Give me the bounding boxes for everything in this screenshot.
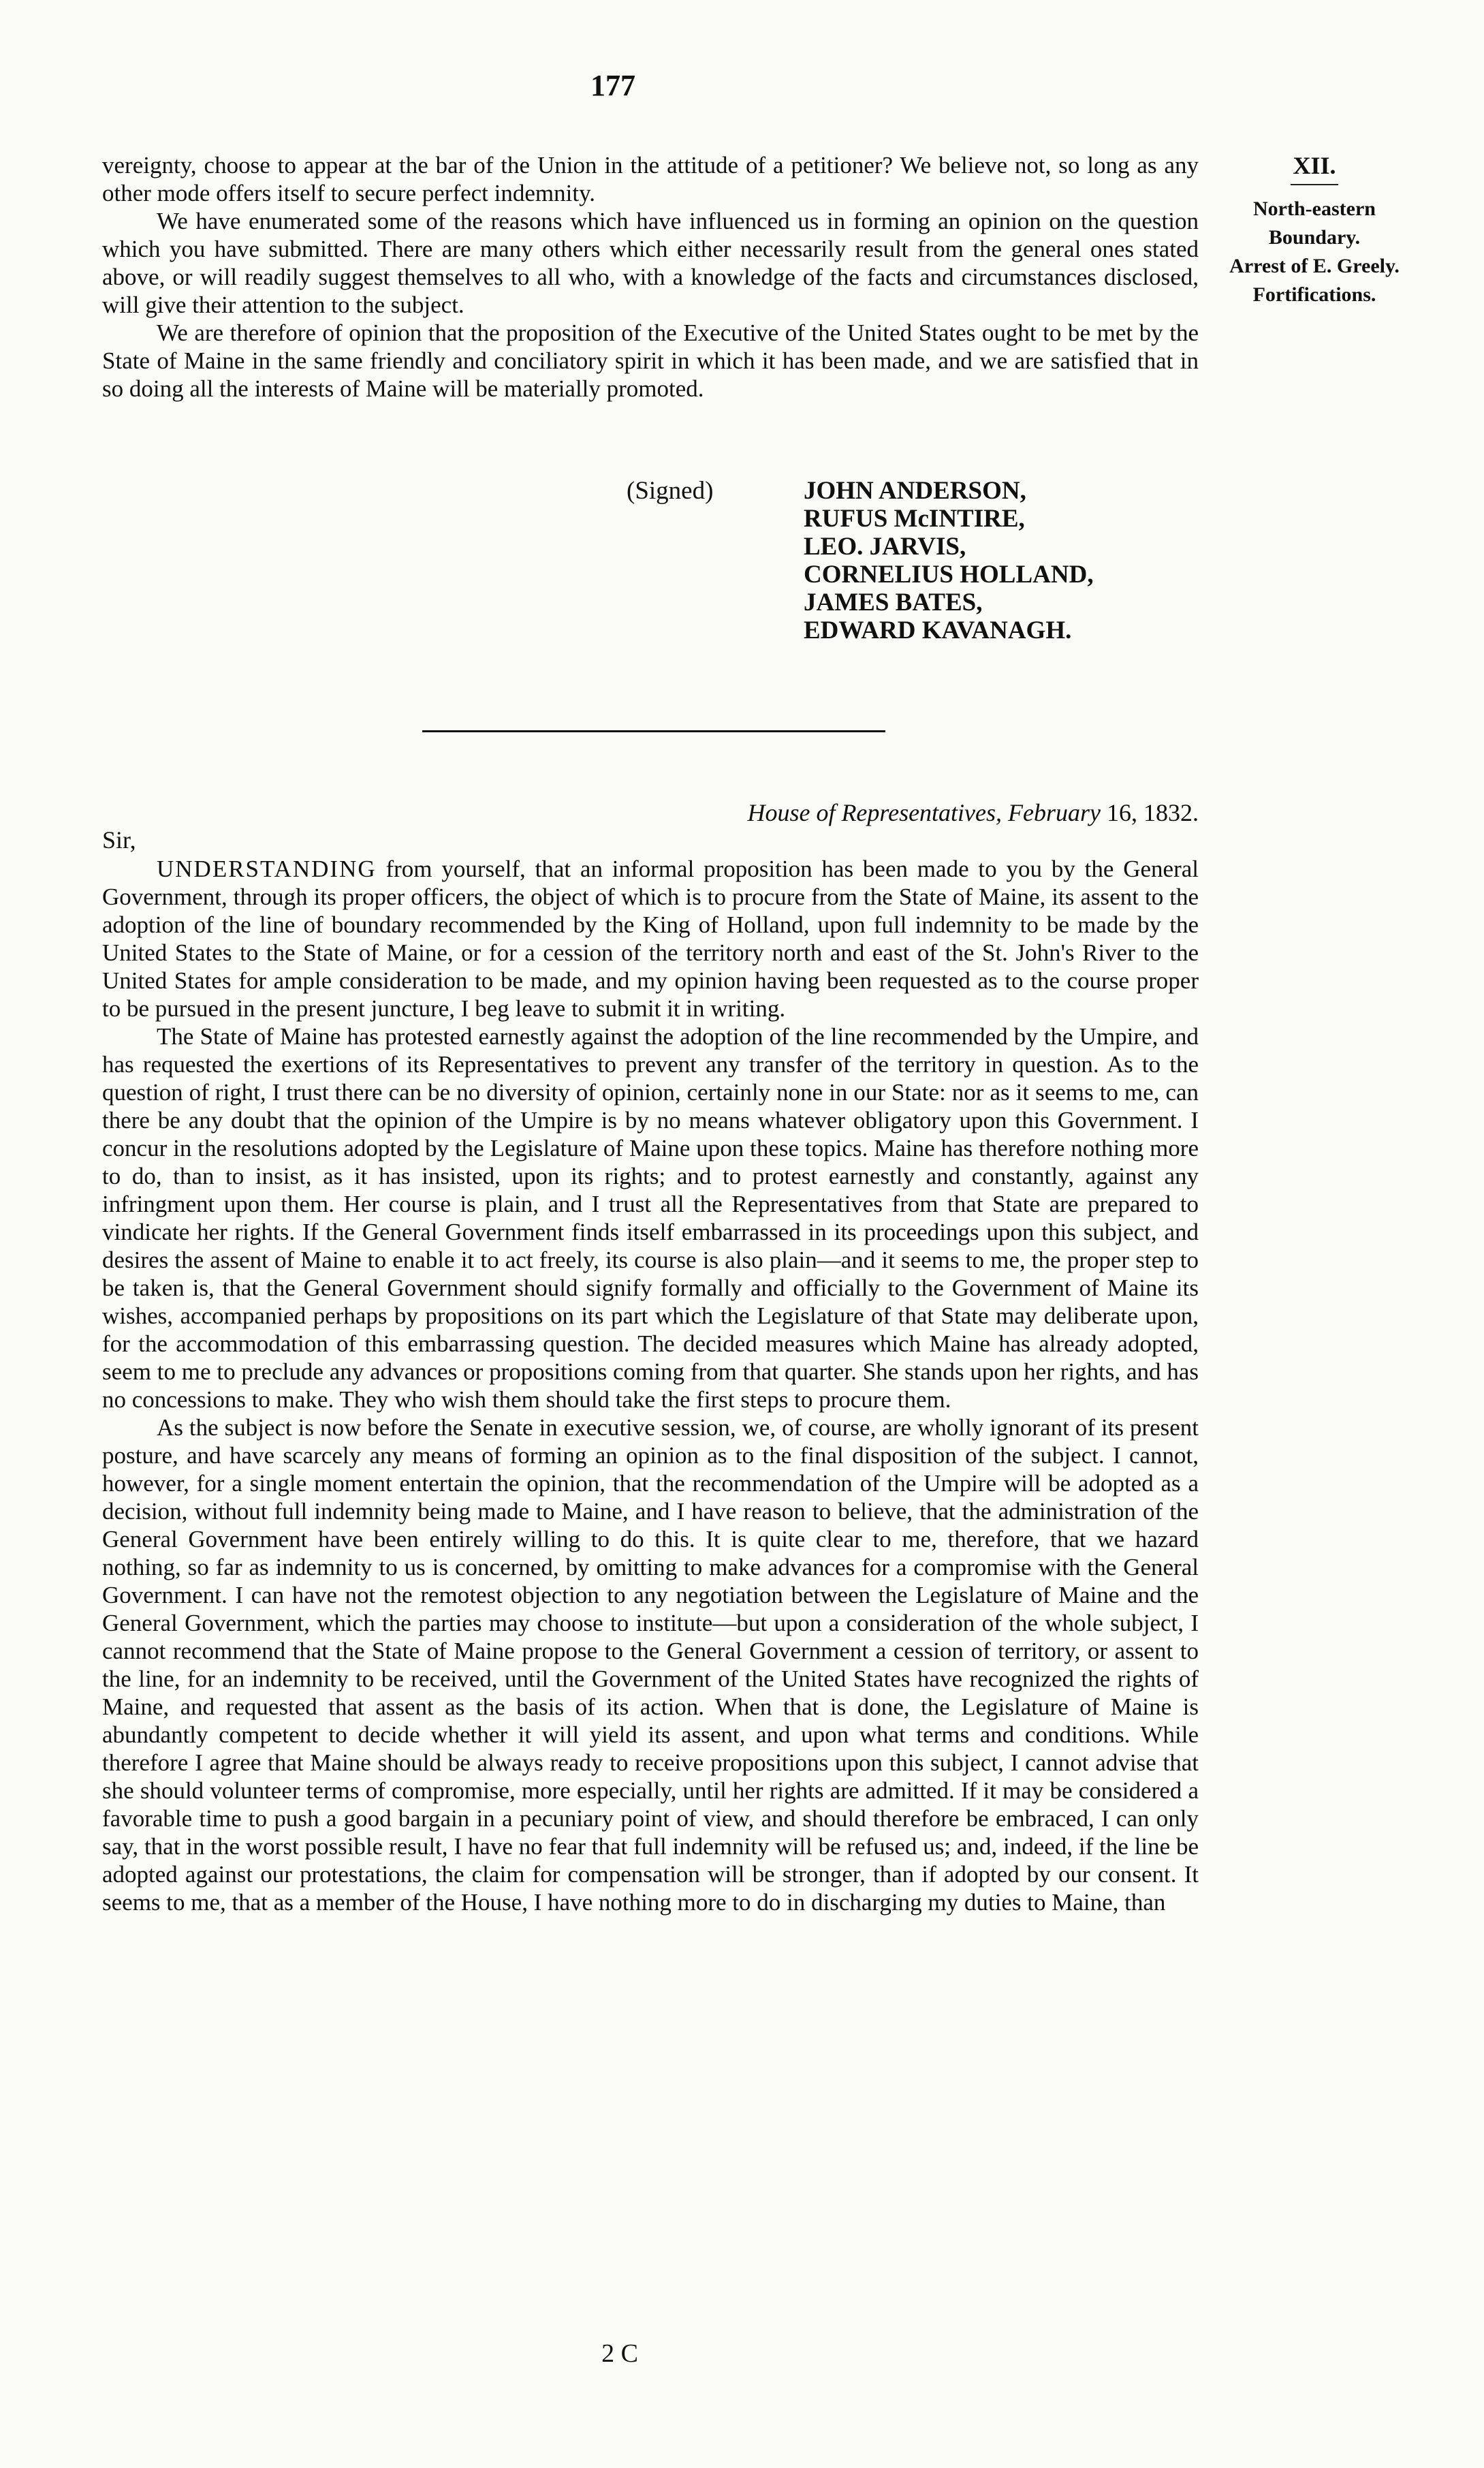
margin-note: Arrest of E. Greely. <box>1229 255 1400 277</box>
report-paragraph: We have enumerated some of the reasons which have influenced us in forming an opinion on the question which you have submitted. There are many others which either necessarily result from the general ones stated above, or will readily suggest themselves to all who, with a knowledge of the facts and circumstances disclosed, will give their attention to the subject. <box>102 208 1199 318</box>
margin-notes <box>1212 151 1417 309</box>
signatory-name: JOHN ANDERSON, <box>804 477 1026 505</box>
section-number: XII. <box>1293 152 1336 179</box>
letter-paragraph-text: from yourself, that an informal proposition has been made to you by the General Government, through its proper officers, the object of which is to procure from the State of Maine, its assent to the adoption of the line of boundary recommended by the King of Holland, upon full indemnity to be made by the United States to the State of Maine, or for a cession of the territory north and east of the St. John's River to the United States for ample consideration to be made, and my opinion having been requested as to the course proper to be pursued in the present juncture, I beg leave to submit it in writing. <box>102 856 1199 1022</box>
margin-note: Boundary. <box>1268 226 1361 249</box>
signatory-name: CORNELIUS HOLLAND, <box>804 561 1094 589</box>
report-paragraph: vereignty, choose to appear at the bar of the Union in the attitude of a petitioner? We believe not, so long as any other mode offers itself to secure perfect indemnity. <box>102 152 1199 206</box>
letter-dateline <box>613 798 1199 827</box>
report-paragraph: We are therefore of opinion that the proposition of the Executive of the United States ought to be met by the State of Maine in the same friendly and conciliatory spirit in which it has been made, and we are satisfied that in so doing all the interests of Maine will be materially promoted. <box>102 319 1199 402</box>
opening-word: UNDERSTANDING <box>157 856 377 882</box>
signatory-name: EDWARD KAVANAGH. <box>804 616 1072 644</box>
signatory-list <box>804 477 1348 644</box>
signatory-name: LEO. JARVIS, <box>804 533 966 561</box>
letter-paragraph: The State of Maine has protested earnestly against the adoption of the line recommended by the Umpire, and has requested the exertions of its Representatives to prevent any transfer of the territory in question. As to the question of right, I trust there can be no diversity of opinion, certainly none in our State: nor as it seems to me, can there be any doubt that the opinion of the Umpire is by no means whatever obligatory upon this Government. I concur in the resolutions adopted by the Legislature of Maine upon these topics. Maine has therefore nothing more to do, than to insist, as it has insisted, upon its rights; and to protest earnestly and constantly, against any infringment upon them. Her course is plain, and I trust all the Representatives from that State are prepared to vindicate her rights. If the General Government finds itself embarrassed in its proceedings upon this subject, and desires the assent of Maine to enable it to act freely, its course is also plain—and it seems to me, the proper step to be taken is, that the General Government should signify formally and officially to the Government of Maine its wishes, accompanied perhaps by propositions on its part which the Legislature of that State may deliberate upon, for the accommodation of this embarrassing question. The decided measures which Maine has already adopted, seem to me to preclude any advances or propositions coming from that quarter. She stands upon her rights, and has no concessions to make. They who wish them should take the first steps to procure them. <box>102 1023 1199 1413</box>
letter-text <box>102 855 1199 1916</box>
report-text <box>102 151 1199 403</box>
section-divider <box>422 730 885 732</box>
signatory-name: RUFUS McINTIRE, <box>804 505 1025 533</box>
signed-label: (Signed) <box>627 477 714 505</box>
dateline-place: House of Representatives, February <box>747 799 1101 826</box>
letter-paragraph: As the subject is now before the Senate in executive session, we, of course, are wholly ignorant of its present posture, and have scarcely any means of forming an opinion as to the final disposition of the subject. I cannot, however, for a single moment entertain the opinion, that the recommendation of the Umpire will be adopted as a decision, without full indemnity being made to Maine, and I have reason to believe, that the administration of the General Government have been entirely willing to do this. It is quite clear to me, therefore, that we hazard nothing, so far as indemnity to us is concerned, by omitting to make advances for a compromise with the General Government. I can have not the remotest objection to any negotiation between the Legislature of Maine and the General Government, which the parties may choose to institute—but upon a consideration of the whole subject, I cannot recommend that the State of Maine propose to the General Government a cession of territory, or assent to the line, for an indemnity to be received, until the Government of the United States have recognized the rights of Maine, and requested that assent as the basis of its action. When that is done, the Legislature of Maine is abundantly competent to decide whether it will yield its assent, and upon what terms and conditions. While therefore I agree that Maine should be always ready to receive propositions upon this subject, I cannot advise that she should volunteer terms of compromise, more especially, until her rights are admitted. If it may be considered a favorable time to push a good bargain in a pecuniary point of view, and should therefore be embraced, I can only say, that in the worst possible result, I have no fear that full indemnity will be refused us; and, indeed, if the line be adopted against our protestations, the claim for compensation will be stronger, than if adopted by our consent. It seems to me, that as a member of the House, I have nothing more to do in discharging my duties to Maine, than <box>102 1414 1199 1916</box>
margin-note: Fortifications. <box>1252 283 1376 306</box>
margin-note: North-eastern <box>1253 198 1376 220</box>
signatory-name: JAMES BATES, <box>804 589 983 616</box>
letter-paragraph <box>102 855 1199 1022</box>
signature-mark: 2 C <box>601 2339 638 2368</box>
page-number: 177 <box>590 69 635 102</box>
dateline-day: 16, 1832. <box>1107 799 1199 826</box>
letter-salutation: Sir, <box>102 826 136 854</box>
section-rule <box>1291 184 1338 185</box>
